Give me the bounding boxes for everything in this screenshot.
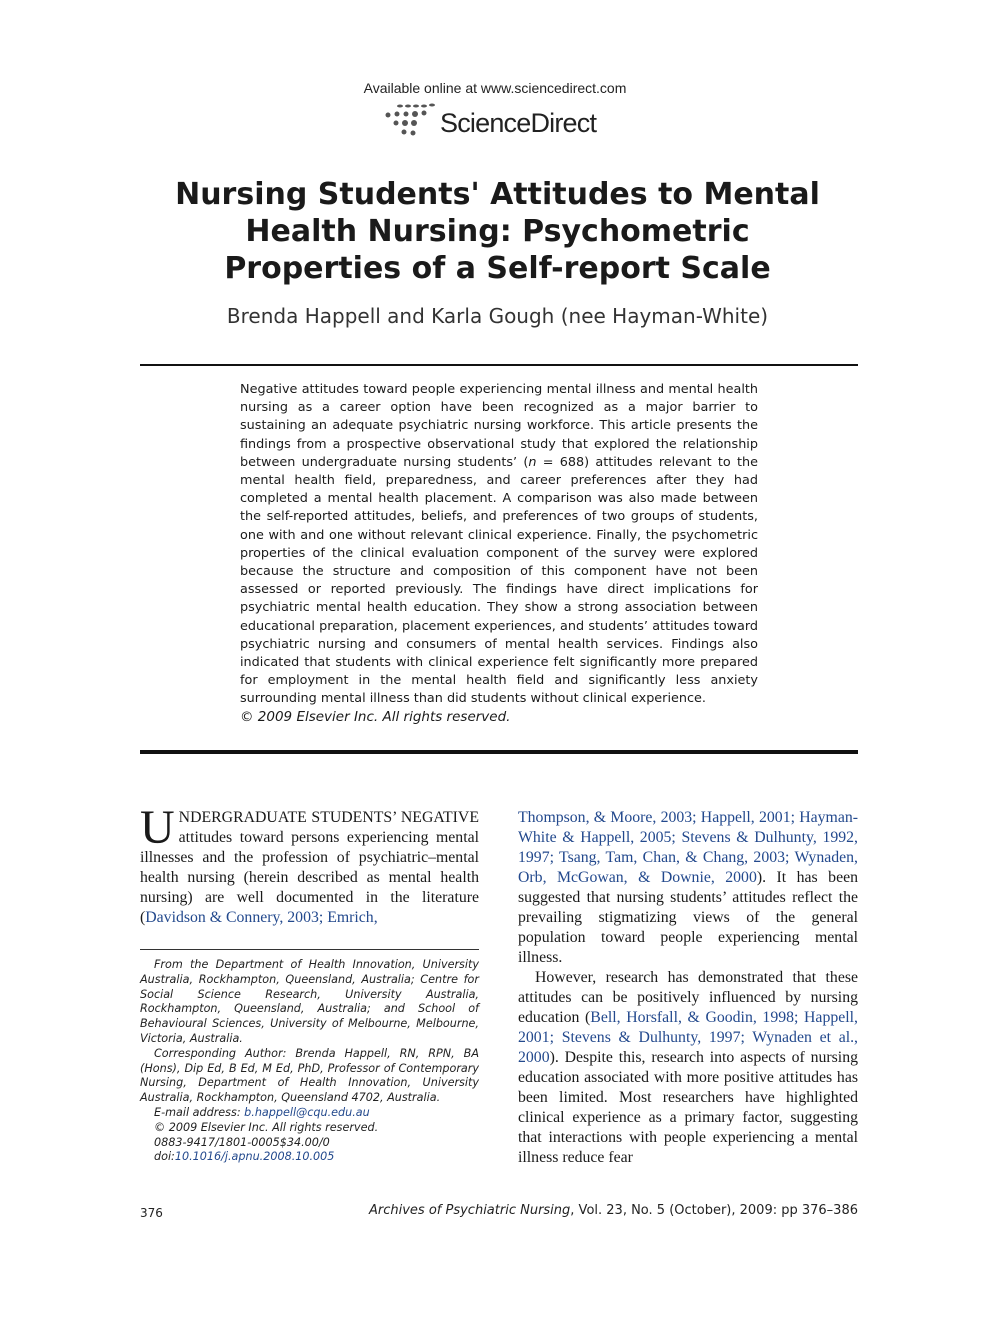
body-left-column [140, 801, 479, 928]
sciencedirect-logo[interactable] [380, 100, 620, 144]
affiliation-note: From the Department of Health Innovation, University Australia, Rockhampton, Queensland, Australia; Centre for Social Science Research, University Australia, Rockhampton, Queensland, Australia; and School of Behavioural Sciences, University of Melbourne, Melbourne, Victoria, Australia. [140, 958, 479, 1045]
title-line: Properties of a Self-report Scale [224, 251, 771, 286]
article-title [100, 176, 895, 287]
body-text: attitudes toward persons experiencing mental illnesses and the profession of psychiatric–mental health nursing (herein described as mental health nursing) are well documented in the literature ( [140, 829, 479, 926]
body-text: However, research has demonstrated that these attitudes can be positively influenced by nursing education ( [518, 969, 858, 1026]
corresponding-author-note: Corresponding Author: Brenda Happell, RN, RPN, BA (Hons), Dip Ed, B Ed, M Ed, PhD, Professor of Contemporary Nursing, Department of Health Innovation, University Australia, Rockhampton, Queensland 4702, Australia. [140, 1046, 479, 1105]
citation-link[interactable]: Bell, Horsfall, & Goodin, 1998; Happell, 2001; Stevens & Dulhunty, 1997; Wynaden et al., 2000 [518, 1009, 858, 1066]
citation-link[interactable]: Thompson, & Moore, 2003; Happell, 2001; Hayman-White & Happell, 2005; Stevens & Dulhunty, 1992, 1997; Tsang, Tam, Chan, & Chang, 2003; Wynaden, Orb, McGowan, & Downie, 2000 [518, 809, 858, 886]
lead-caps: NDERGRADUATE STUDENTS’ NEGATIVE [178, 809, 479, 826]
footnotes [140, 958, 479, 1165]
journal-name: Archives of Psychiatric Nursing [369, 1203, 571, 1218]
paragraph [518, 808, 858, 968]
doi-label: doi: [154, 1150, 175, 1164]
journal-citation [369, 1203, 858, 1218]
title-line: Health Nursing: Psychometric [245, 214, 750, 249]
abstract [240, 381, 758, 709]
issn-note: 0883-9417/1801-0005$34.00/0 [154, 1135, 330, 1149]
drop-cap: U [140, 801, 175, 854]
bottom-divider [140, 750, 858, 754]
available-online-text: Available online at www.sciencedirect.com [363, 80, 627, 96]
body-text: ). Despite this, research into aspects of nursing education associated with more positive attitudes has been limited. Most researchers have highlighted clinical experience as a primary factor, suggesting that interactions with people experiencing a mental illness reduce fear [518, 1049, 858, 1166]
footnote-divider [140, 949, 479, 950]
abstract-text: = 688) attitudes relevant to the mental health field, preparedness, and career preferences after they had completed a mental health placement. A comparison was also made between the self-reported attitudes, beliefs, and preferences of two groups of students, one with and one without relevant clinical experience. Finally, the psychometric properties of the clinical evaluation component of the survey were explored because the structure and composition of this component have not been assessed or reported previously. The findings have direct implications for psychiatric mental health education. They show a strong association between educational preparation, placement experiences, and students’ attitudes toward psychiatric nursing and consumers of mental health services. Findings also indicated that students with clinical experience felt significantly more prepared for employment in the mental health field and significantly less anxiety surrounding mental illness than did students without clinical experience. [240, 454, 758, 707]
abstract-text: Negative attitudes toward people experiencing mental illness and mental health nursing as a career option have been recognized as a major barrier to sustaining an adequate psychiatric nursing workforce. This article presents the findings from a prospective observational study that explored the relationship between undergraduate nursing students’ ( [240, 382, 758, 470]
email-link[interactable]: b.happell@cqu.edu.au [244, 1105, 370, 1119]
doi-link[interactable]: 10.1016/j.apnu.2008.10.005 [174, 1150, 335, 1164]
top-divider [140, 364, 858, 366]
abstract-copyright: © 2009 Elsevier Inc. All rights reserved. [240, 709, 511, 725]
footnote-copyright: © 2009 Elsevier Inc. All rights reserved. [154, 1120, 379, 1134]
paragraph [518, 968, 858, 1168]
n-symbol: n [528, 454, 537, 470]
citation-link[interactable]: Davidson & Connery, 2003; Emrich, [145, 909, 378, 926]
title-line: Nursing Students' Attitudes to Mental [175, 177, 820, 212]
authors: Brenda Happell and Karla Gough (nee Hayman-White) [226, 304, 769, 328]
email-label: E-mail address: [154, 1105, 245, 1119]
page-number: 376 [140, 1206, 163, 1220]
body-right-column [518, 808, 858, 1168]
sciencedirect-logo-text: ScienceDirect [440, 108, 597, 138]
doi-note [140, 1150, 479, 1165]
email-note [140, 1106, 479, 1121]
sciencedirect-dots-icon [380, 102, 440, 142]
journal-details: , Vol. 23, No. 5 (October), 2009: pp 376–386 [570, 1203, 858, 1218]
body-text: ). It has been suggested that nursing students’ attitudes reflect the prevailing stigmatizing views of the general population toward people experiencing mental illness. [518, 869, 858, 966]
